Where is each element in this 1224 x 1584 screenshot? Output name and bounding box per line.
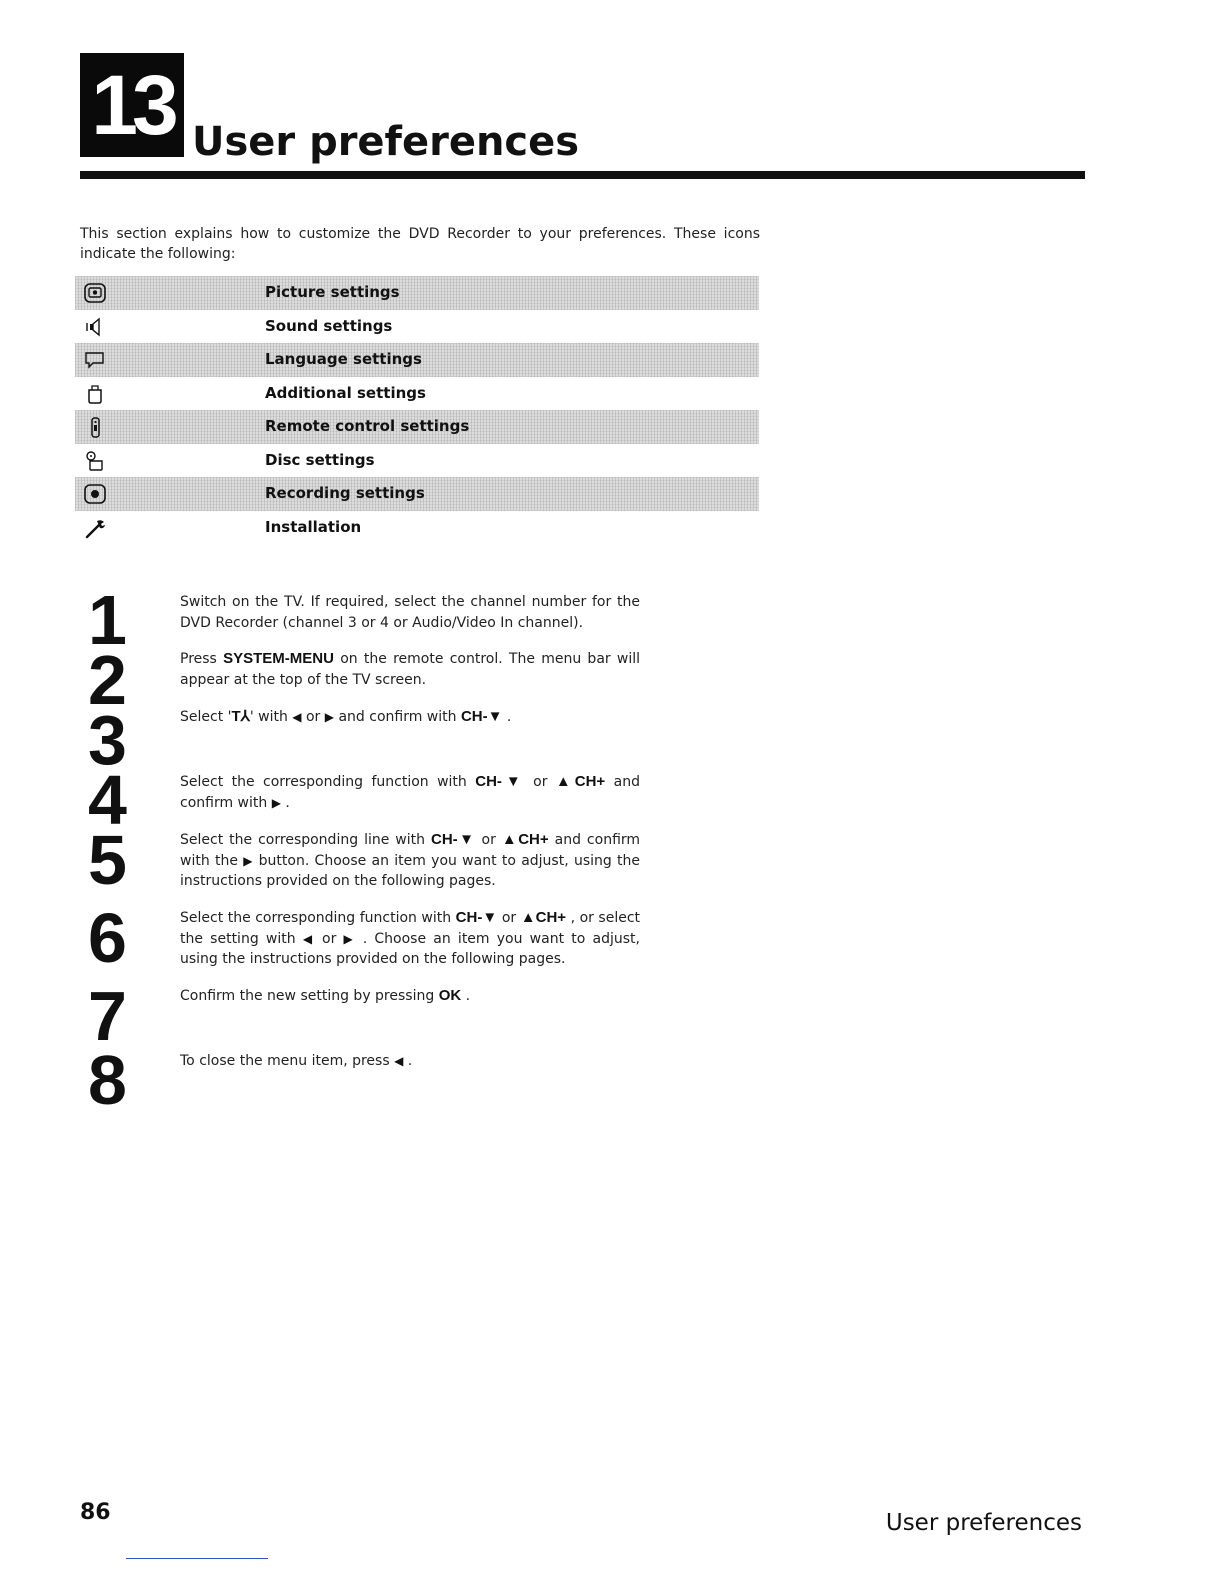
key-ch-down: CH-▼ (455, 909, 498, 926)
step-number: 7 (88, 977, 127, 1055)
left-arrow-icon: ◀ (292, 710, 302, 724)
step-number: 5 (88, 821, 127, 899)
footer-link-underline (126, 1558, 268, 1559)
legend-row-installation (75, 511, 759, 545)
legend-row-additional (75, 377, 759, 411)
legend-row-disc (75, 444, 759, 478)
key-ch-down: CH-▼ (475, 773, 525, 790)
remote-control-icon (83, 416, 107, 438)
step-text: Select the corresponding function with CH-▼ or ▲CH+ , or select the setting with ◀ or ▶ . Choose an item you want to adjust, using the instructions provided on the following pages. (180, 909, 641, 967)
installation-wrench-icon (83, 517, 107, 539)
legend-row-picture (75, 276, 759, 310)
key-ch-up: ▲CH+ (555, 773, 606, 790)
step-number: 2 (88, 641, 127, 719)
setup-menu-glyph: T⅄ (231, 708, 250, 725)
left-arrow-icon: ◀ (302, 931, 315, 946)
disc-settings-icon (83, 450, 107, 472)
key-ok: OK (438, 987, 462, 1004)
left-arrow-icon: ◀ (394, 1054, 404, 1068)
title-rule (80, 171, 1085, 179)
page-number: 86 (80, 1500, 111, 1525)
footer-section-title: User preferences (885, 1510, 1082, 1536)
legend-label: Disc settings (265, 450, 375, 469)
key-ch-up: ▲CH+ (501, 831, 549, 848)
page-title: User preferences (192, 119, 580, 165)
step-number: 3 (88, 701, 127, 779)
legend-label: Installation (265, 517, 362, 536)
step-text: Select the corresponding function with CH-▼ or ▲CH+ and confirm with ▶ . (180, 773, 640, 811)
right-arrow-icon: ▶ (271, 795, 281, 810)
key-ch-up: ▲CH+ (520, 909, 567, 926)
step-text: Select the corresponding line with CH-▼ or ▲CH+ and confirm with the ▶ button. Choose an item you want to adjust, using the instructions provided on the following pages. (180, 831, 641, 889)
recording-settings-icon (83, 483, 107, 505)
intro-paragraph: This section explains how to customize the DVD Recorder to your preferences. These icons indicate the following: (80, 226, 760, 262)
legend-label: Recording settings (265, 484, 425, 502)
language-settings-icon (83, 349, 107, 371)
legend-label: Sound settings (265, 316, 393, 335)
step-text: To close the menu item, press ◀ . (180, 1053, 413, 1069)
legend-label: Additional settings (265, 383, 426, 402)
key-ch-down: CH-▼ (431, 831, 476, 848)
step-number: 4 (88, 761, 127, 839)
right-arrow-icon: ▶ (343, 931, 356, 946)
legend-row-remote (75, 410, 759, 444)
icon-legend-table (75, 276, 759, 544)
legend-row-recording (75, 477, 759, 511)
right-arrow-icon: ▶ (324, 710, 334, 724)
step-text: Confirm the new setting by pressing OK . (180, 987, 471, 1004)
key-system-menu: SYSTEM-MENU (223, 650, 334, 667)
chapter-number-box: 13 (80, 53, 184, 157)
key-ch-down: CH-▼ (460, 708, 503, 725)
additional-settings-icon (83, 383, 107, 405)
legend-label: Language settings (265, 350, 422, 368)
step-text: Switch on the TV. If required, select the channel number for the DVD Recorder (channel 3 or 4 or Audio/Video In channel). (180, 594, 640, 631)
sound-settings-icon (83, 316, 107, 338)
step-text: Select 'T⅄' with ◀ or ▶ and confirm with CH-▼ . (180, 708, 512, 725)
legend-label: Remote control settings (265, 417, 470, 435)
step-number: 6 (88, 899, 127, 977)
legend-row-language (75, 343, 759, 377)
right-arrow-icon: ▶ (243, 853, 254, 868)
step-number: 1 (88, 581, 127, 659)
legend-row-sound (75, 310, 759, 344)
picture-settings-icon (83, 282, 107, 304)
step-number: 8 (88, 1041, 127, 1119)
legend-label: Picture settings (265, 283, 400, 301)
step-text: Press SYSTEM-MENU on the remote control. The menu bar will appear at the top of the TV screen. (180, 650, 641, 688)
